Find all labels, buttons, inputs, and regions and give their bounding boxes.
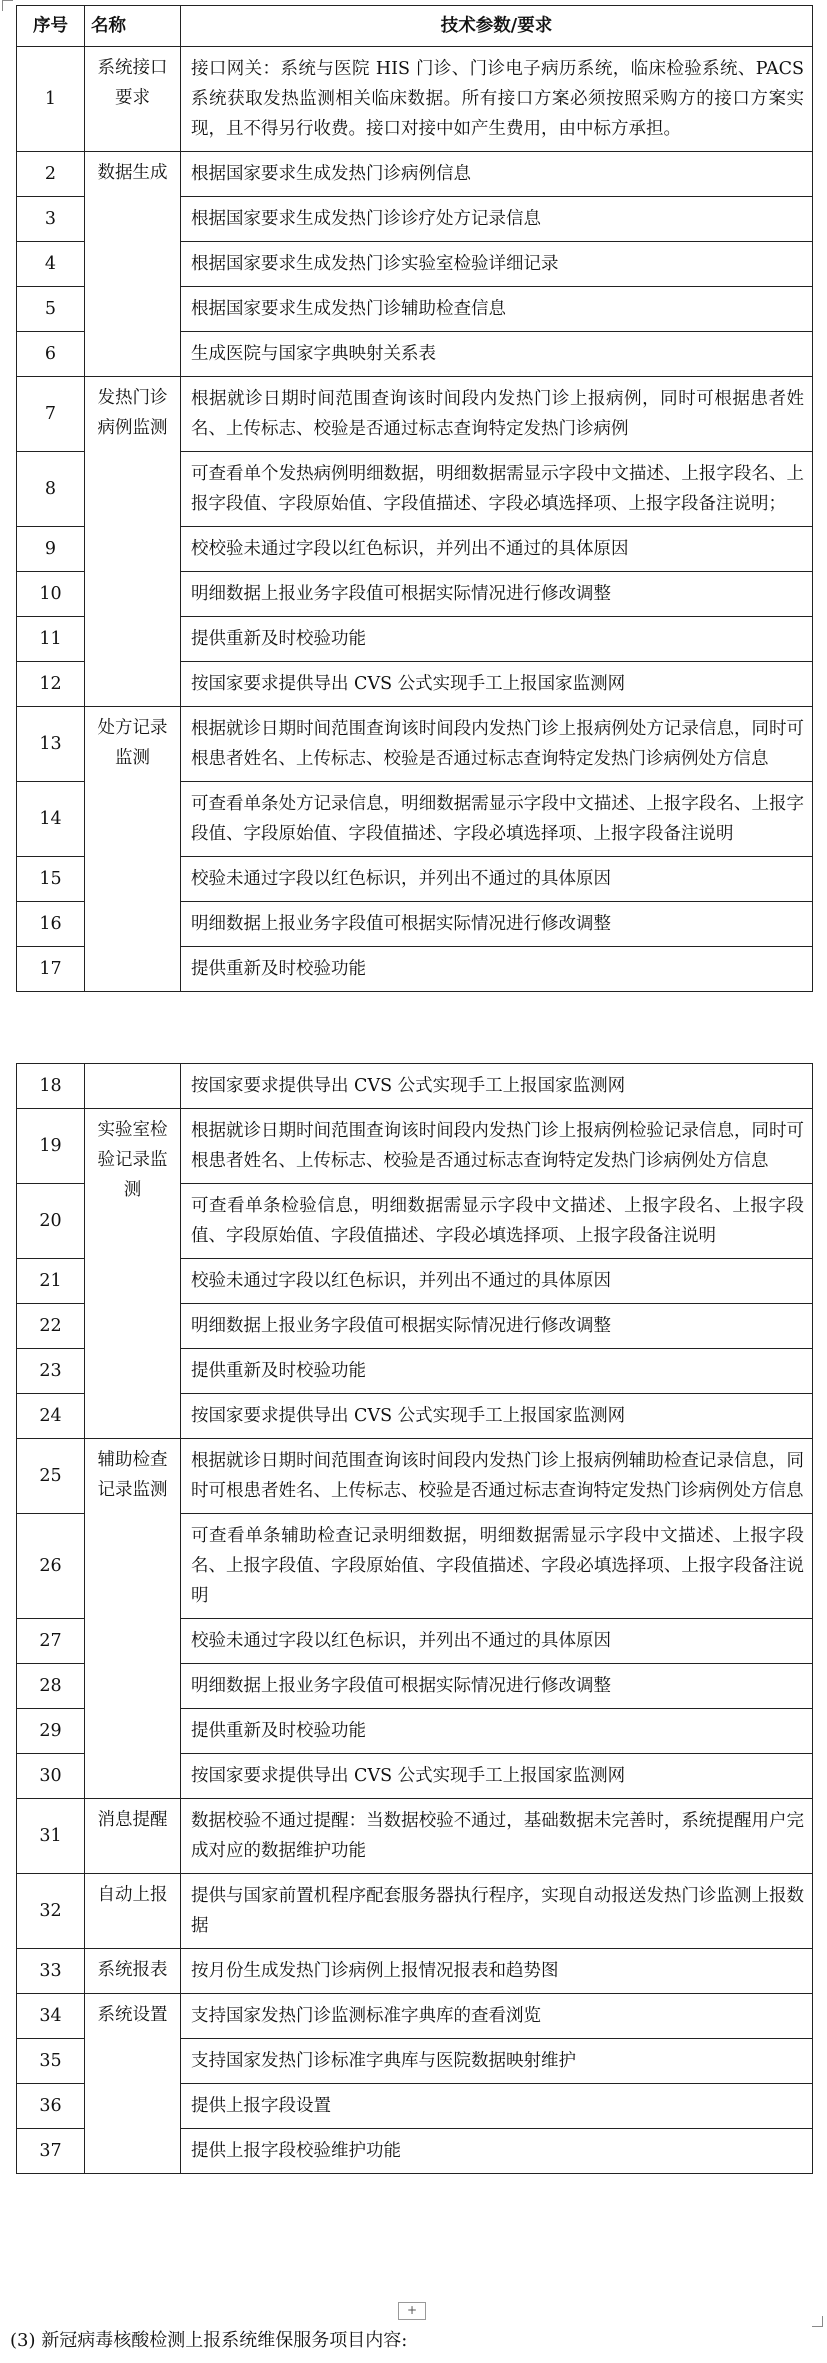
spec-text: 校验未通过字段以红色标识，并列出不通过的具体原因 [191,1271,611,1291]
spec-text: 明细数据上报业务字段值可根据实际情况进行修改调整 [191,584,611,604]
spec-cell [181,2129,813,2174]
row-number: 7 [17,377,85,452]
spec-text: 根据国家要求生成发热门诊病例信息 [191,164,471,184]
spec-text: 根据国家要求生成发热门诊实验室检验详细记录 [191,254,559,274]
spec-cell [181,242,813,287]
spec-text: 根据就诊日期时间范围查询该时间段内发热门诊上报病例，同时可根据患者姓名、上传标志、校验是否通过标志查询特定发热门诊病例 [191,389,804,439]
category-name-cell [85,1064,181,1109]
category-name: 数据生成 [97,163,168,183]
spec-cell [181,287,813,332]
category-name-cell [85,1874,181,1949]
row-number: 6 [17,332,85,377]
spec-cell [181,1949,813,1994]
spec-cell [181,1259,813,1304]
spec-cell [181,1514,813,1619]
spec-text: 按月份生成发热门诊病例上报情况报表和趋势图 [191,1961,559,1981]
table-row [17,1064,813,1109]
spec-text: 提供重新及时校验功能 [191,959,366,979]
row-number: 5 [17,287,85,332]
category-name: 发热门诊病例监测 [97,388,168,438]
spec-cell [181,1349,813,1394]
row-number: 33 [17,1949,85,1994]
spec-cell [181,1109,813,1184]
category-name: 系统接口要求 [97,58,168,108]
row-number: 1 [17,47,85,152]
table-row [17,1874,813,1949]
spec-text: 提供重新及时校验功能 [191,629,366,649]
row-number: 27 [17,1619,85,1664]
row-number: 30 [17,1754,85,1799]
row-number: 15 [17,857,85,902]
row-number: 13 [17,707,85,782]
category-name: 辅助检查记录监测 [97,1450,168,1500]
category-name-cell [85,1949,181,1994]
category-name: 系统报表 [97,1960,168,1980]
spec-text: 可查看单条辅助检查记录明细数据，明细数据需显示字段中文描述、上报字段名、上报字段值、字段原始值、字段值描述、字段必填选择项、上报字段备注说明 [191,1526,804,1606]
row-number: 14 [17,782,85,857]
category-name-cell [85,377,181,707]
category-name: 实验室检验记录监测 [97,1120,168,1200]
row-number: 4 [17,242,85,287]
spec-text: 生成医院与国家字典映射关系表 [191,344,436,364]
row-number: 9 [17,527,85,572]
page-corner-mark [812,2316,823,2327]
spec-text: 明细数据上报业务字段值可根据实际情况进行修改调整 [191,1676,611,1696]
footer-paragraph: (3) 新冠病毒核酸检测上报系统维保服务项目内容: [10,2330,408,2351]
spec-cell [181,1754,813,1799]
row-number: 19 [17,1109,85,1184]
row-number: 26 [17,1514,85,1619]
category-name: 系统设置 [97,2005,168,2025]
row-number: 22 [17,1304,85,1349]
table-row [17,1109,813,1184]
row-number: 8 [17,452,85,527]
spec-cell [181,857,813,902]
row-number: 2 [17,152,85,197]
spec-cell [181,1664,813,1709]
header-name: 名称 [85,6,181,47]
table-header-row [17,6,813,47]
spec-cell [181,1184,813,1259]
add-row-icon[interactable]: + [398,2302,426,2320]
spec-cell [181,47,813,152]
row-number: 3 [17,197,85,242]
spec-table-part1 [16,5,813,992]
category-name: 自动上报 [97,1885,168,1905]
category-name-cell [85,47,181,152]
spec-text: 根据就诊日期时间范围查询该时间段内发热门诊上报病例处方记录信息，同时可根患者姓名、上传标志、校验是否通过标志查询特定发热门诊病例处方信息 [191,719,804,769]
row-number: 37 [17,2129,85,2174]
spec-text: 可查看单个发热病例明细数据，明细数据需显示字段中文描述、上报字段名、上报字段值、字段原始值、字段值描述、字段必填选择项、上报字段备注说明； [191,464,804,514]
spec-cell [181,947,813,992]
table-row [17,47,813,152]
table-row [17,152,813,197]
spec-cell [181,2039,813,2084]
row-number: 32 [17,1874,85,1949]
spec-text: 校校验未通过字段以红色标识，并列出不通过的具体原因 [191,539,629,559]
spec-text: 提供上报字段设置 [191,2096,331,2116]
page-corner-mark [2,0,13,11]
row-number: 17 [17,947,85,992]
spec-text: 按国家要求提供导出 CVS 公式实现手工上报国家监测网 [191,1406,626,1426]
spec-cell [181,1994,813,2039]
spec-text: 明细数据上报业务字段值可根据实际情况进行修改调整 [191,1316,611,1336]
spec-cell [181,452,813,527]
row-number: 31 [17,1799,85,1874]
spec-text: 支持国家发热门诊监测标准字典库的查看浏览 [191,2006,541,2026]
spec-cell [181,1874,813,1949]
spec-cell [181,377,813,452]
category-name [85,1064,180,1070]
spec-cell [181,1394,813,1439]
spec-table-part2 [16,1063,813,2174]
spec-cell [181,902,813,947]
spec-cell [181,782,813,857]
spec-text: 根据国家要求生成发热门诊诊疗处方记录信息 [191,209,541,229]
spec-text: 校验未通过字段以红色标识，并列出不通过的具体原因 [191,1631,611,1651]
row-number: 34 [17,1994,85,2039]
spec-cell [181,707,813,782]
spec-cell [181,1064,813,1109]
header-no: 序号 [17,6,85,47]
category-name-cell [85,707,181,992]
spec-cell [181,527,813,572]
spec-cell [181,197,813,242]
spec-text: 接口网关：系统与医院 HIS 门诊、门诊电子病历系统，临床检验系统、PACS 系统获取发热监测相关临床数据。所有接口方案必须按照采购方的接口方案实现，且不得另行收费。接口对接中如产生费用，由中标方承担。 [191,59,804,139]
spec-text: 根据就诊日期时间范围查询该时间段内发热门诊上报病例检验记录信息，同时可根患者姓名、上传标志、校验是否通过标志查询特定发热门诊病例处方信息 [191,1121,804,1171]
spec-text: 提供重新及时校验功能 [191,1721,366,1741]
spec-cell [181,572,813,617]
table-row [17,1994,813,2039]
spec-cell [181,1799,813,1874]
spec-text: 根据就诊日期时间范围查询该时间段内发热门诊上报病例辅助检查记录信息，同时可根患者姓名、上传标志、校验是否通过标志查询特定发热门诊病例处方信息 [191,1451,804,1501]
spec-cell [181,1619,813,1664]
spec-cell [181,1439,813,1514]
header-spec: 技术参数/要求 [181,6,813,47]
table-row [17,377,813,452]
spec-text: 提供重新及时校验功能 [191,1361,366,1381]
row-number: 25 [17,1439,85,1514]
row-number: 12 [17,662,85,707]
spec-text: 提供上报字段校验维护功能 [191,2141,401,2161]
table-row [17,1799,813,1874]
row-number: 28 [17,1664,85,1709]
row-number: 24 [17,1394,85,1439]
spec-text: 校验未通过字段以红色标识，并列出不通过的具体原因 [191,869,611,889]
row-number: 35 [17,2039,85,2084]
table-row [17,1949,813,1994]
row-number: 23 [17,1349,85,1394]
row-number: 29 [17,1709,85,1754]
spec-text: 数据校验不通过提醒：当数据校验不通过，基础数据未完善时，系统提醒用户完成对应的数据维护功能 [191,1811,804,1861]
spec-text: 提供与国家前置机程序配套服务器执行程序，实现自动报送发热门诊监测上报数据 [191,1886,804,1936]
spec-cell [181,332,813,377]
spec-text: 可查看单条检验信息，明细数据需显示字段中文描述、上报字段名、上报字段值、字段原始值、字段值描述、字段必填选择项、上报字段备注说明 [191,1196,804,1246]
row-number: 11 [17,617,85,662]
spec-text: 按国家要求提供导出 CVS 公式实现手工上报国家监测网 [191,1766,626,1786]
row-number: 18 [17,1064,85,1109]
category-name-cell [85,1439,181,1799]
row-number: 21 [17,1259,85,1304]
category-name-cell [85,1799,181,1874]
category-name-cell [85,152,181,377]
row-number: 16 [17,902,85,947]
category-name-cell [85,1994,181,2174]
spec-cell [181,617,813,662]
spec-text: 可查看单条处方记录信息，明细数据需显示字段中文描述、上报字段名、上报字段值、字段原始值、字段值描述、字段必填选择项、上报字段备注说明 [191,794,804,844]
category-name: 消息提醒 [97,1810,168,1830]
spec-cell [181,662,813,707]
spec-cell [181,1709,813,1754]
spec-text: 支持国家发热门诊标准字典库与医院数据映射维护 [191,2051,576,2071]
spec-cell [181,2084,813,2129]
spec-text: 根据国家要求生成发热门诊辅助检查信息 [191,299,506,319]
spec-text: 明细数据上报业务字段值可根据实际情况进行修改调整 [191,914,611,934]
table-row [17,1439,813,1514]
spec-text: 按国家要求提供导出 CVS 公式实现手工上报国家监测网 [191,1076,626,1096]
table-row [17,707,813,782]
spec-text: 按国家要求提供导出 CVS 公式实现手工上报国家监测网 [191,674,626,694]
row-number: 20 [17,1184,85,1259]
row-number: 36 [17,2084,85,2129]
spec-cell [181,1304,813,1349]
row-number: 10 [17,572,85,617]
category-name: 处方记录监测 [97,718,168,768]
category-name-cell [85,1109,181,1439]
spec-cell [181,152,813,197]
